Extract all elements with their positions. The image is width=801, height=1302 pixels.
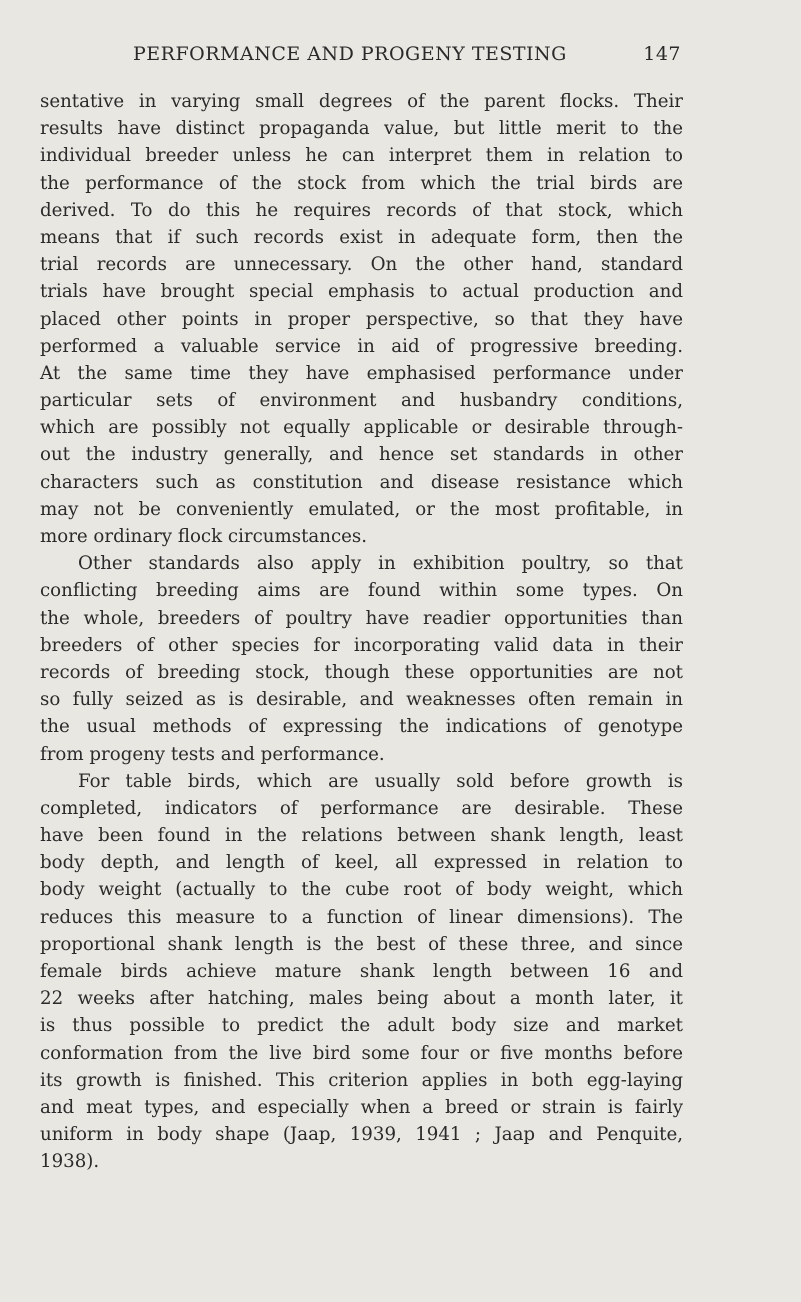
text-line: trials have brought special emphasis to actual production and [40,281,683,303]
text-line: placed other points in proper perspective, so that they have [40,308,683,330]
text-line: uniform in body shape (Jaap, 1939, 1941 ; Jaap and Penquite, [40,1124,683,1146]
text-line: reduces this measure to a function of linear dimensions). The [40,906,683,928]
text-line: and meat types, and especially when a breed or strain is fairly [40,1096,683,1118]
text-line: body depth, and length of keel, all expressed in relation to [40,852,683,874]
running-head [133,43,681,75]
text-line: its growth is finished. This criterion applies in both egg-laying [40,1069,683,1091]
page-number: 147 [643,43,681,65]
text-line: proportional shank length is the best of these three, and since [40,933,683,955]
text-line: For table birds, which are usually sold before growth is [78,770,683,792]
text-line: individual breeder unless he can interpret them in relation to [40,145,683,167]
text-line: sentative in varying small degrees of the parent flocks. Their [40,91,683,112]
text-line: conformation from the live bird some four or five months before [40,1042,683,1064]
text-line: breeders of other species for incorporating valid data in their [40,634,683,656]
text-line: characters such as constitution and disease resistance which [40,471,683,493]
text-line: records of breeding stock, though these opportunities are not [40,661,683,683]
text-line: body weight (actually to the cube root of body weight, which [40,879,683,901]
text-line: derived. To do this he requires records of that stock, which [40,199,683,221]
text-line: may not be conveniently emulated, or the most profitable, in [40,498,683,520]
text-line: from progeny tests and performance. [40,743,385,765]
text-line: completed, indicators of performance are desirable. These [40,797,683,819]
text-line: trial records are unnecessary. On the other hand, standard [40,254,683,276]
text-line: particular sets of environment and husbandry conditions, [40,390,683,412]
text-line: performed a valuable service in aid of progressive breeding. [40,335,683,357]
text-line: 22 weeks after hatching, males being about a month later, it [40,988,683,1010]
text-line: 1938). [40,1151,100,1173]
running-title: PERFORMANCE AND PROGENY TESTING [133,43,567,65]
text-line: so fully seized as is desirable, and weaknesses often remain in [40,689,683,711]
text-line: is thus possible to predict the adult body size and market [40,1015,683,1037]
text-line: conflicting breeding aims are found within some types. On [40,580,683,602]
text-line: out the industry generally, and hence set standards in other [40,444,683,466]
text-line: have been found in the relations between shank length, least [40,825,683,847]
text-line: means that if such records exist in adequate form, then the [40,226,683,248]
text-line: female birds achieve mature shank length between 16 and [40,961,683,982]
body-text [40,88,683,1176]
text-line: the performance of the stock from which the trial birds are [40,172,683,194]
text-line: which are possibly not equally applicable or desirable through- [40,417,683,439]
text-line: the whole, breeders of poultry have readier opportunities than [40,607,683,629]
text-line: more ordinary flock circumstances. [40,526,368,547]
text-line: Other standards also apply in exhibition poultry, so that [78,553,683,575]
text-line: the usual methods of expressing the indications of genotype [40,716,683,738]
text-line: results have distinct propaganda value, but little merit to the [40,118,683,140]
text-line: At the same time they have emphasised performance under [40,362,683,384]
